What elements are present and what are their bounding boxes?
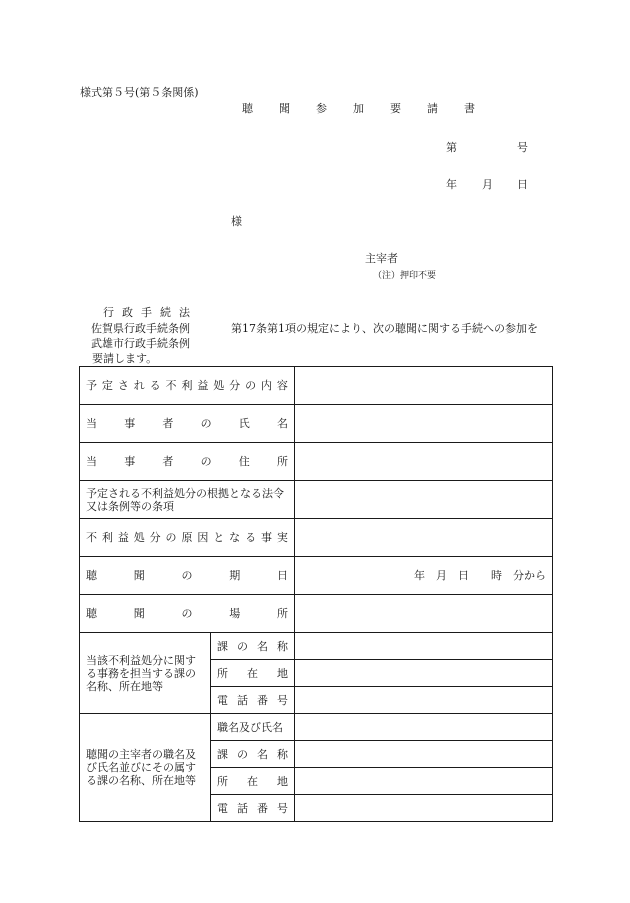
number-suffix: 号 (517, 141, 528, 154)
label-party-name (80, 405, 295, 443)
label-char: 利 (181, 379, 193, 392)
label-char: 所 (276, 455, 288, 468)
label-cause-facts (80, 519, 295, 557)
label-char: 場 (229, 607, 241, 620)
label-dept-location (211, 660, 295, 687)
law-saga-prefecture-ordinance: 佐賀県行政手続条例 (91, 322, 190, 335)
number-prefix: 第 (446, 141, 457, 154)
label-char: 所 (217, 666, 228, 680)
label-char: 実 (276, 531, 288, 544)
table-row (80, 405, 553, 443)
value-hearing-place[interactable] (295, 595, 553, 633)
value-dept-name[interactable] (295, 633, 553, 660)
label-char: と (213, 531, 225, 544)
date-day-label: 日 (517, 178, 528, 191)
value-org-dept-name[interactable] (295, 741, 553, 768)
label-char: 氏 (238, 417, 250, 430)
label-disposition-content (80, 367, 295, 405)
label-char: 益 (197, 379, 209, 392)
label-char: 事 (260, 531, 272, 544)
form-number: 様式第５号(第５条関係) (80, 86, 199, 99)
label-char: 住 (238, 455, 250, 468)
label-organizer-group: 聴聞の主宰者の職名及び氏名並びにその属する課の名称、所在地等 (80, 714, 211, 822)
label-char: る (149, 379, 161, 392)
value-dept-phone[interactable] (295, 687, 553, 714)
label-char: 話 (237, 801, 248, 815)
date-year-label: 年 (446, 178, 457, 191)
value-org-title-name[interactable] (295, 714, 553, 741)
table-row (80, 481, 553, 519)
label-hearing-date (80, 557, 295, 595)
label-org-title-name: 職名及び氏名 (211, 714, 295, 741)
label-char: の (245, 379, 257, 392)
label-char: 事 (124, 417, 136, 430)
label-char: 不 (86, 531, 97, 544)
label-legal-basis: 予定される不利益処分の根拠となる法令又は条例等の条項 (80, 481, 295, 519)
table-row (80, 443, 553, 481)
value-org-location[interactable] (295, 768, 553, 795)
label-char: 不 (165, 379, 177, 392)
label-dept-name (211, 633, 295, 660)
label-char: 利 (101, 531, 113, 544)
value-cause-facts[interactable] (295, 519, 553, 557)
label-char: 内 (260, 379, 272, 392)
label-char: さ (117, 379, 129, 392)
label-char: 者 (162, 455, 174, 468)
label-char: 名 (257, 747, 268, 761)
label-char: の (181, 607, 193, 620)
table-row (80, 557, 553, 595)
law-takeo-city-ordinance: 武雄市行政手続条例 (91, 337, 190, 350)
label-char: 益 (117, 531, 129, 544)
label-char: 号 (277, 801, 288, 815)
label-char: 処 (213, 379, 225, 392)
label-char: 課 (217, 639, 228, 653)
label-char: の (200, 417, 212, 430)
label-party-address (80, 443, 295, 481)
table-row (80, 595, 553, 633)
label-char: の (200, 455, 212, 468)
value-hearing-date[interactable]: 年 月 日 時 分から (295, 557, 553, 595)
document-title: 聴 聞 参 加 要 請 書 (242, 102, 483, 115)
label-char: 聴 (86, 607, 97, 620)
label-char: の (165, 531, 177, 544)
label-org-phone (211, 795, 295, 822)
label-char: 電 (217, 801, 228, 815)
label-char: 容 (276, 379, 288, 392)
label-char: 当 (86, 455, 97, 468)
label-org-dept-name (211, 741, 295, 768)
label-char: 称 (277, 639, 288, 653)
label-char: 番 (257, 693, 268, 707)
label-char: 聴 (86, 569, 97, 582)
label-char: 予 (86, 379, 97, 392)
label-char: 日 (277, 569, 288, 582)
label-char: 者 (162, 417, 174, 430)
label-char: 話 (237, 693, 248, 707)
label-char: 課 (217, 747, 228, 761)
addressee-suffix: 様 (231, 215, 242, 228)
value-dept-location[interactable] (295, 660, 553, 687)
label-char: る (245, 531, 257, 544)
request-text-line1: 第17条第1項の規定により、次の聴聞に関する手続への参加を (231, 322, 538, 335)
label-char: 期 (229, 569, 241, 582)
label-char: 因 (197, 531, 209, 544)
request-text-line2: 要請します。 (92, 352, 158, 365)
label-char: 電 (217, 693, 228, 707)
label-char: 称 (277, 747, 288, 761)
value-party-address[interactable] (295, 443, 553, 481)
label-org-location (211, 768, 295, 795)
label-char: れ (133, 379, 145, 392)
table-row (80, 714, 553, 741)
label-char: の (237, 639, 248, 653)
label-char: 処 (133, 531, 145, 544)
label-char: 聞 (133, 607, 145, 620)
label-hearing-place (80, 595, 295, 633)
label-char: 事 (124, 455, 136, 468)
label-char: 在 (247, 774, 258, 788)
organizer-note: （注）押印不要 (373, 271, 437, 281)
label-char: 当 (86, 417, 97, 430)
table-row (80, 367, 553, 405)
label-char: 名 (276, 417, 288, 430)
label-char: 所 (217, 774, 228, 788)
label-char: 在 (247, 666, 258, 680)
label-char: 原 (181, 531, 193, 544)
label-char: 地 (277, 666, 288, 680)
table-row (80, 633, 553, 660)
table-row (80, 519, 553, 557)
date-month-label: 月 (482, 178, 493, 191)
hearing-request-table (79, 366, 553, 822)
label-char: 分 (149, 531, 161, 544)
label-department-group: 当該不利益処分に関する事務を担当する課の名称、所在地等 (80, 633, 211, 714)
label-char: な (229, 531, 241, 544)
label-char: の (181, 569, 193, 582)
label-char: 聞 (133, 569, 145, 582)
organizer-label: 主宰者 (365, 252, 398, 265)
value-disposition-content[interactable] (295, 367, 553, 405)
label-char: の (237, 747, 248, 761)
label-char: 地 (277, 774, 288, 788)
label-char: 名 (257, 639, 268, 653)
value-legal-basis[interactable] (295, 481, 553, 519)
label-char: 定 (101, 379, 113, 392)
law-administrative-procedure-act: 行政手続法 (103, 306, 198, 319)
label-dept-phone (211, 687, 295, 714)
value-org-phone[interactable] (295, 795, 553, 822)
label-char: 分 (229, 379, 241, 392)
value-party-name[interactable] (295, 405, 553, 443)
label-char: 号 (277, 693, 288, 707)
label-char: 所 (277, 607, 288, 620)
label-char: 番 (257, 801, 268, 815)
